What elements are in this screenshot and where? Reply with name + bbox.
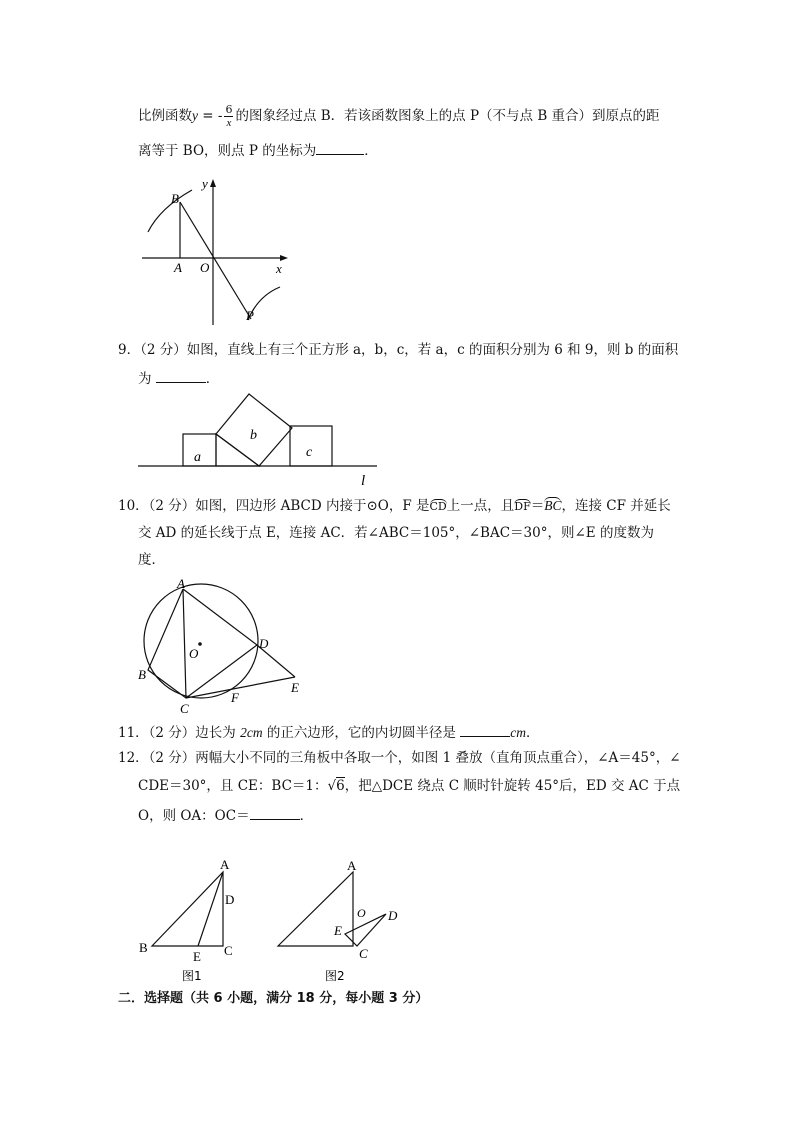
q8-label-A: A bbox=[174, 260, 182, 275]
q8-label-B: B bbox=[171, 191, 179, 206]
q10-label-C: C bbox=[180, 701, 189, 716]
q11-pre: 11．（2 分）边长为 bbox=[118, 725, 241, 741]
q8-line2-pre: 离等于 BO，则点 P 的坐标为 bbox=[138, 143, 317, 159]
q9-label-c: c bbox=[306, 445, 313, 460]
q12-fig2-label-E: E bbox=[334, 923, 342, 938]
section-title: 二．选择题（共 6 小题，满分 18 分，每小题 3 分） bbox=[118, 991, 429, 1006]
q12-fig2-label-C: C bbox=[359, 946, 368, 961]
q12-fig2-label-O: O bbox=[357, 906, 366, 920]
q10-label-E: E bbox=[291, 680, 299, 695]
q8-frac-den: x bbox=[226, 117, 232, 129]
q12-fig1-label-E: E bbox=[193, 949, 201, 964]
q9-line1: 9．（2 分）如图，直线上有三个正方形 a，b，c，若 a，c 的面积分别为 6 和 9，则 b 的面积 bbox=[118, 342, 679, 358]
q12-fig2-label-A: A bbox=[347, 858, 357, 873]
q10-line2: 交 AD 的延长线于点 E，连接 AC．若∠ABC＝105°，∠BAC＝30°，则∠E 的度数为 bbox=[138, 525, 654, 541]
q9-label-b: b bbox=[250, 428, 257, 443]
q9-line2-pre: 为 bbox=[138, 371, 156, 387]
q12-line2-post: ，把△DCE 绕点 C 顺时针旋转 45°后，ED 交 AC 于点 bbox=[344, 778, 681, 794]
sqrt-icon: √ bbox=[327, 778, 337, 794]
q10-label-O: O bbox=[189, 646, 199, 661]
q8-label-O: O bbox=[200, 260, 210, 275]
q10-label-A: A bbox=[177, 576, 185, 591]
q12-line3-post: ． bbox=[299, 808, 314, 824]
q8-func-neg: - bbox=[217, 108, 223, 124]
q12-fig2-label-D: D bbox=[388, 908, 398, 923]
q10-label-F: F bbox=[231, 690, 239, 705]
q11-val: 2cm bbox=[240, 725, 263, 740]
q12-fig1-label-A: A bbox=[220, 857, 230, 872]
q11-mid: 的正六边形，它的内切圆半径是 bbox=[262, 725, 461, 741]
q9-label-a: a bbox=[194, 450, 201, 465]
q10-arc-df: DF bbox=[514, 500, 531, 513]
q9-line2-post: ． bbox=[205, 371, 220, 387]
q8-line2-post: ． bbox=[364, 143, 378, 159]
q10-label-B: B bbox=[138, 667, 146, 682]
q12-line2-pre: CDE＝30°，且 CE：BC＝1： bbox=[138, 778, 328, 794]
q10-line3: 度． bbox=[138, 552, 165, 568]
q10-line1-pre: 10．（2 分）如图，四边形 ABCD 内接于⊙O，F 是 bbox=[118, 498, 430, 514]
q12-fig1-label-B: B bbox=[139, 940, 148, 955]
q10-label-D: D bbox=[259, 636, 269, 651]
q8-label-y: y bbox=[202, 176, 208, 191]
q10-arc-cd: CD bbox=[429, 500, 447, 513]
q12-fig1-label-C: C bbox=[224, 943, 233, 958]
q8-func-y: y bbox=[192, 108, 198, 123]
q8-label-x: x bbox=[276, 261, 282, 276]
q8-frac-num: 6 bbox=[225, 103, 233, 116]
q12-line1: 12．（2 分）两幅大小不同的三角板中各取一个，如图 1 叠放（直角顶点重合），∠A＝45°，∠ bbox=[118, 750, 681, 766]
q9-label-l: l bbox=[361, 473, 366, 489]
q8-line1-post: 的图象经过点 B．若该函数图象上的点 P（不与点 B 重合）到原点的距 bbox=[235, 108, 660, 124]
q12-fig2-caption: 图2 bbox=[325, 969, 345, 983]
q8-label-P: P bbox=[246, 308, 254, 323]
q12-fig1-caption: 图1 bbox=[182, 969, 202, 983]
q11-unit: cm bbox=[510, 725, 526, 740]
q12-fig1-label-D: D bbox=[225, 892, 235, 907]
q10-line1-post: ，连接 CF 并延长 bbox=[561, 498, 671, 514]
q10-line1-mid: 上一点，且 bbox=[446, 498, 515, 514]
q11-post: ． bbox=[525, 725, 540, 741]
q12-sqrt-val: 6 bbox=[336, 778, 345, 794]
q8-func-eq: = bbox=[198, 108, 218, 124]
q12-line3-pre: O，则 OA：OC＝ bbox=[138, 808, 250, 824]
q8-line1-pre: 比例函数 bbox=[138, 108, 192, 124]
q10-eq: ＝ bbox=[530, 498, 545, 514]
q10-arc-bc: BC bbox=[544, 498, 562, 513]
